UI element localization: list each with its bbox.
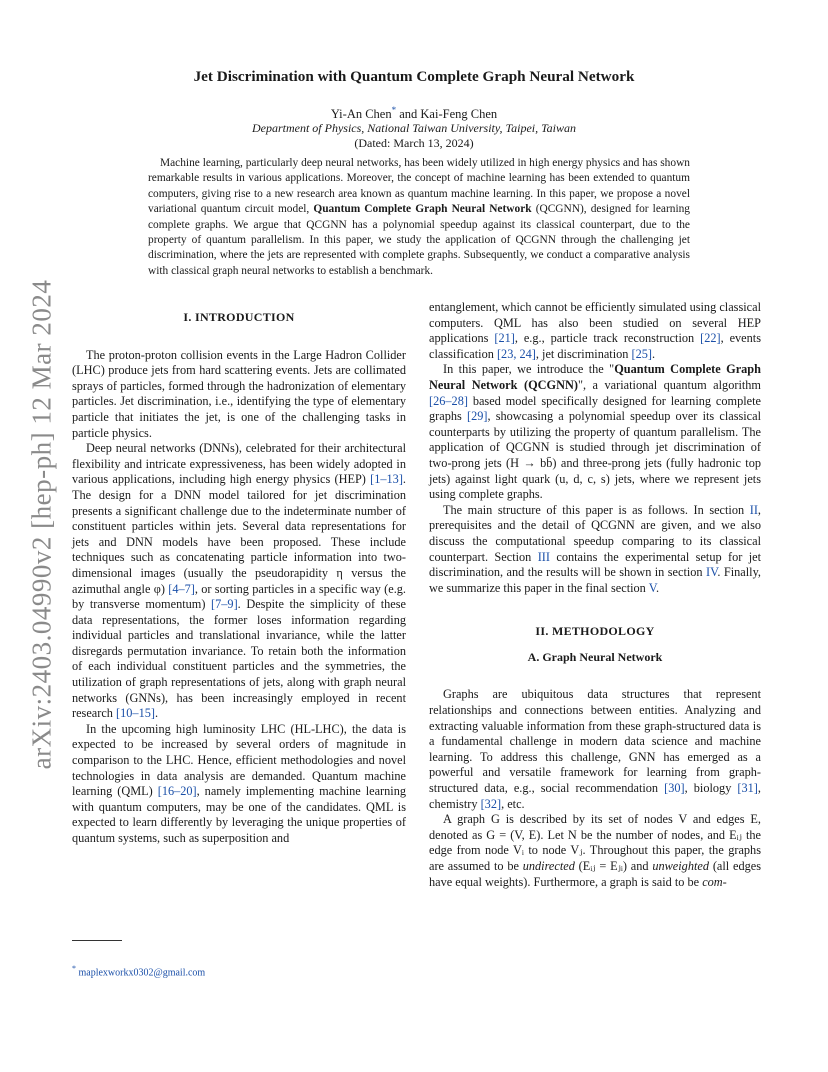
citation-link[interactable]: [21]	[494, 331, 515, 346]
citation-link[interactable]: [25]	[631, 346, 653, 361]
arxiv-identifier: arXiv:2403.04990v2 [hep-ph] 12 Mar 2024	[26, 279, 57, 769]
citation-link[interactable]: [26–28]	[429, 393, 468, 408]
footnote	[72, 964, 205, 978]
abstract-text-2: (QCGNN), designed for learning complete graphs. We argue that QCGNN has a polynomial speedup against its classical counterpart, due to the property of quantum parallelism. In this paper, we study the application of QCGNN through the challenging jet discrimination, where the jets are represented with complete graphs. Subsequently, we conduct a comparative analysis with classical graph neural networks to establish a benchmark.	[148, 203, 690, 277]
paper-title: Jet Discrimination with Quantum Complete Graph Neural Network	[193, 68, 635, 85]
author-line	[100, 105, 728, 122]
intro-paragraph-3: In the upcoming high luminosity LHC (HL-LHC), the data is expected to be increased by several orders of magnitude in comparison to the LHC. Hence, efficient methodologies and novel technologies in data analysis are demanded. Quantum machine learning (QML) [16–20], namely implementing machine learning with quantum computers, may be one of the candidates. QML is expected to learn differently by leveraging the unique properties of quantum systems, such as superposition and	[72, 721, 406, 845]
footnote-divider	[72, 940, 122, 941]
author-second: and Kai-Feng Chen	[396, 107, 498, 122]
gnn-paragraph-2: A graph G is described by its set of nodes V and edges E, denoted as G = (V, E). Let N be the number of nodes, and Eᵢⱼ the edge from node Vᵢ to node Vⱼ. Throughout this paper, the graphs are assumed to be undirected (Eᵢⱼ = Eⱼᵢ) and unweighted (all edges have equal weights). Furthermore, a graph is said to be com-	[429, 812, 761, 889]
citation-link[interactable]: [31]	[737, 781, 758, 796]
affiliation: Department of Physics, National Taiwan University, Taipei, Taiwan	[251, 121, 577, 135]
citation-link[interactable]: [1–13]	[370, 472, 403, 487]
intro-paragraph-3-continued: entanglement, which cannot be efficiently simulated using classical computers. QML has also been studied on several HEP applications [21], e.g., particle track reconstruction [22], events classification [23, 24], jet discrimination [25].	[429, 300, 761, 361]
citation-link[interactable]: [7–9]	[211, 597, 238, 612]
citation-link[interactable]: [29]	[466, 409, 488, 424]
section-heading-methodology: II. METHODOLOGY	[535, 624, 655, 639]
author-email-link[interactable]: maplexworkx0302@gmail.com	[78, 967, 206, 979]
subsection-heading-gnn: A. Graph Neural Network	[527, 649, 663, 664]
abstract-model-name: Quantum Complete Graph Neural Network	[313, 203, 532, 216]
author-footnote-mark[interactable]: *	[391, 105, 397, 115]
abstract	[148, 156, 690, 279]
citation-link[interactable]: [4–7]	[168, 581, 195, 596]
section-link[interactable]: II	[749, 502, 758, 517]
section-link[interactable]: V	[648, 580, 656, 595]
author-first: Yi-An Chen	[330, 107, 392, 122]
left-column	[72, 310, 406, 847]
citation-link[interactable]: [10–15]	[116, 706, 155, 721]
section-link[interactable]: IV	[706, 565, 718, 580]
abstract-text-1: Machine learning, particularly deep neural networks, has been widely utilized in high energy physics and has shown remarkable results in various applications. Moreover, the concept of machine learning has been extended to quantum computers, giving rise to a new research area known as quantum machine learning. In this paper, we propose a novel variational quantum circuit model,	[148, 157, 690, 216]
citation-link[interactable]: [22]	[700, 331, 721, 346]
citation-link[interactable]: [32]	[480, 796, 502, 811]
citation-link[interactable]: [16–20]	[157, 784, 197, 799]
intro-paragraph-4: In this paper, we introduce the "Quantum Complete Graph Neural Network (QCGNN)", a variational quantum algorithm [26–28] based model specifically designed for learning complete graphs [29], showcasing a polynomial speedup over its classical counterparts by utilizing the property of quantum parallelism. The application of QCGNN is studied through jet discrimination of two-prong jets (H → bb̄) and three-prong jets (fully hadronic top jets) against light quark (u, d, c, s) jets, where we represent jets using complete graphs.	[429, 362, 762, 502]
citation-link[interactable]: [23, 24]	[496, 346, 536, 361]
date-line: (Dated: March 13, 2024)	[354, 136, 474, 150]
section-heading-introduction: I. INTRODUCTION	[183, 310, 295, 324]
right-column	[429, 300, 761, 890]
footnote-mark: *	[72, 964, 76, 973]
intro-paragraph-2: Deep neural networks (DNNs), celebrated for their architectural flexibility and intricate expressiveness, has been widely adopted in various applications, including high energy physics (HEP) [1–13]. The design for a DNN model tailored for jet discrimination presents a significant challenge due to the indeterminate number of constituent particles within jets. Several data representations for jets and DNN models have been proposed. These include techniques such as concatenating particle information into two-dimensional images (usually the pseudorapidity η versus the azimuthal angle φ) [4–7], or sorting particles in a specific way (e.g. by transverse momentum) [7–9]. Despite the simplicity of these data representations, the former loses information regarding individual particles and translational invariance, while the latter disregards permutation invariance. To retain both the information of each individual constituent particles and the symmetries, the utilization of graph representations of jets, along with graph neural networks (GNNs), has been increasingly employed in recent research [10–15].	[72, 441, 406, 721]
model-name-bold: Quantum Complete Graph Neural Network (QCGNN)	[429, 362, 761, 392]
arxiv-side-stamp	[24, 279, 60, 769]
citation-link[interactable]: [30]	[664, 781, 685, 796]
gnn-paragraph-1: Graphs are ubiquitous data structures that represent relationships and connections between entities. Analyzing and extracting valuable information from these graph-structured data is a fundamental challenge in modern data science and machine learning. To address this challenge, GNN has emerged as a powerful and versatile framework for learning from graph-structured data, e.g., social recommendation [30], biology [31], chemistry [32], etc.	[429, 687, 761, 811]
intro-paragraph-5: The main structure of this paper is as follows. In section II, prerequisites and the detail of QCGNN are given, and we also discuss the computational speedup comparing to its classical counterpart. Section III contains the experimental setup for jet discrimination, and the results will be shown in section IV. Finally, we summarize this paper in the final section V.	[429, 502, 761, 595]
section-link[interactable]: III	[537, 549, 550, 564]
intro-paragraph-1: The proton-proton collision events in the Large Hadron Collider (LHC) produce jets from hard scattering events. Jets are collimated sprays of particles, formed through the hadronization of elementary particles. Jet discrimination, i.e., identifying the type of elementary particle that initiates the jet, is one of the challenging tasks in particle physics.	[72, 347, 406, 440]
